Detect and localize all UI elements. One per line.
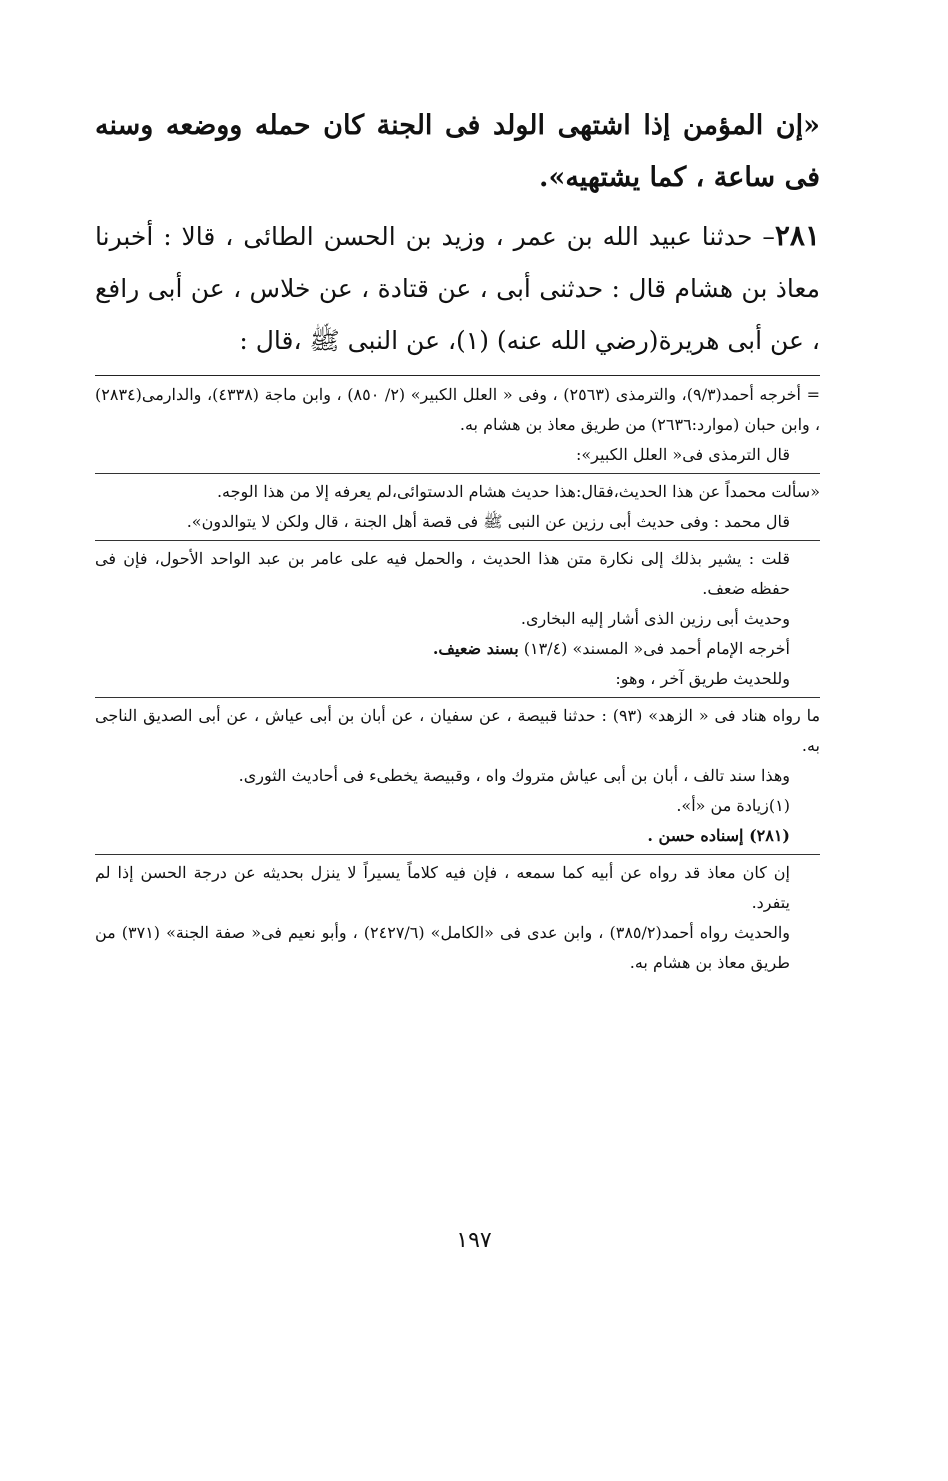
note-takhrij: = أخرجه أحمد(٩/٣)، والترمذى (٢٥٦٣) ، وفى « العلل الكبير» (٢/ ٨٥٠) ، وابن ماجة (٤٣٣٨)، والدارمى(٢٨٣٤) ، وابن حبان (موارد:٢٦٣٦) من طريق معاذ بن هشام به.	[95, 385, 821, 434]
note-divider	[95, 697, 820, 698]
hadith-chain: – حدثنا عبيد الله بن عمر ، وزيد بن الحسن الطائى ، قالا : أخبرنا معاذ بن هشام قال : حدثنى أبى ، عن قتادة ، عن خلاس ، عن أبى رافع ، عن أبى هريرة(رضي الله عنه) (١)، عن النبى ﷺ ،قال :	[95, 222, 820, 355]
note-qultu: قلت : يشير بذلك إلى نكارة متن هذا الحديث ، والحمل فيه على عامر بن عبد الواحد الأحول، فإن فى حفظه ضعف.	[95, 549, 790, 598]
hadith-text-continuation: «إن المؤمن إذا اشتهى الولد فى الجنة كان حمله ووضعه وسنه فى ساعة ، كما يشتهيه».	[95, 110, 820, 193]
note-divider	[95, 854, 820, 855]
footnote-separator	[95, 375, 820, 376]
page-content	[95, 100, 820, 978]
hadith-number: ٢٨١	[774, 219, 820, 252]
note-tirmidhi-quote: «سألت محمداً عن هذا الحديث،فقال:هذا حديث هشام الدستوائى،لم يعرفه إلا من هذا الوجه.	[216, 482, 820, 501]
note-muhammad: قال محمد : وفى حديث أبى رزين عن النبى ﷺ فى قصة أهل الجنة ، قال ولكن لا يتوالدون».	[186, 512, 790, 531]
note-ahmad-text: أخرجه الإمام أحمد فى« المسند» (١٣/٤)	[518, 639, 790, 658]
footnotes	[95, 380, 820, 978]
note-281-grade: (٢٨١) إسناده حسن .	[647, 826, 790, 845]
note-divider	[95, 473, 820, 474]
page-number: ١٩٧	[456, 1228, 492, 1253]
main-text	[95, 100, 820, 367]
note-divider	[95, 540, 820, 541]
note-hannad: ما رواه هناد فى « الزهد» (٩٣) : حدثنا قبيصة ، عن سفيان ، عن أبان بن أبى عياش ، عن أبى الصديق الناجى به.	[95, 706, 821, 755]
hadith-281	[95, 210, 820, 367]
note-other-route: وللحديث طريق آخر ، وهو:	[615, 669, 790, 688]
note-muadh: إن كان معاذ قد رواه عن أبيه كما سمعه ، فإن فيه كلاماً يسيراً لا ينزل بحديثه عن درجة الحسن إذا لم يتفرد.	[95, 863, 790, 912]
note-tirmidhi-intro: قال الترمذى فى« العلل الكبير»:	[575, 445, 790, 464]
note-takhrij-281: والحديث رواه أحمد(٣٨٥/٢) ، وابن عدى فى «الكامل» (٢٤٢٧/٦) ، وأبو نعيم فى« صفة الجنة» (٣٧١) من طريق معاذ بن هشام به.	[95, 923, 790, 972]
note-abu-razin: وحديث أبى رزين الذى أشار إليه البخارى.	[520, 609, 790, 628]
note-ahmad-grade: بسند ضعيف.	[432, 639, 519, 658]
note-footnote-1: (١)زيادة من «أ».	[676, 796, 790, 815]
note-isnad-weak: وهذا سند تالف ، أبان بن أبى عياش متروك واه ، وقبيصة يخطىء فى أحاديث الثورى.	[238, 766, 790, 785]
note-ahmad	[95, 634, 820, 664]
